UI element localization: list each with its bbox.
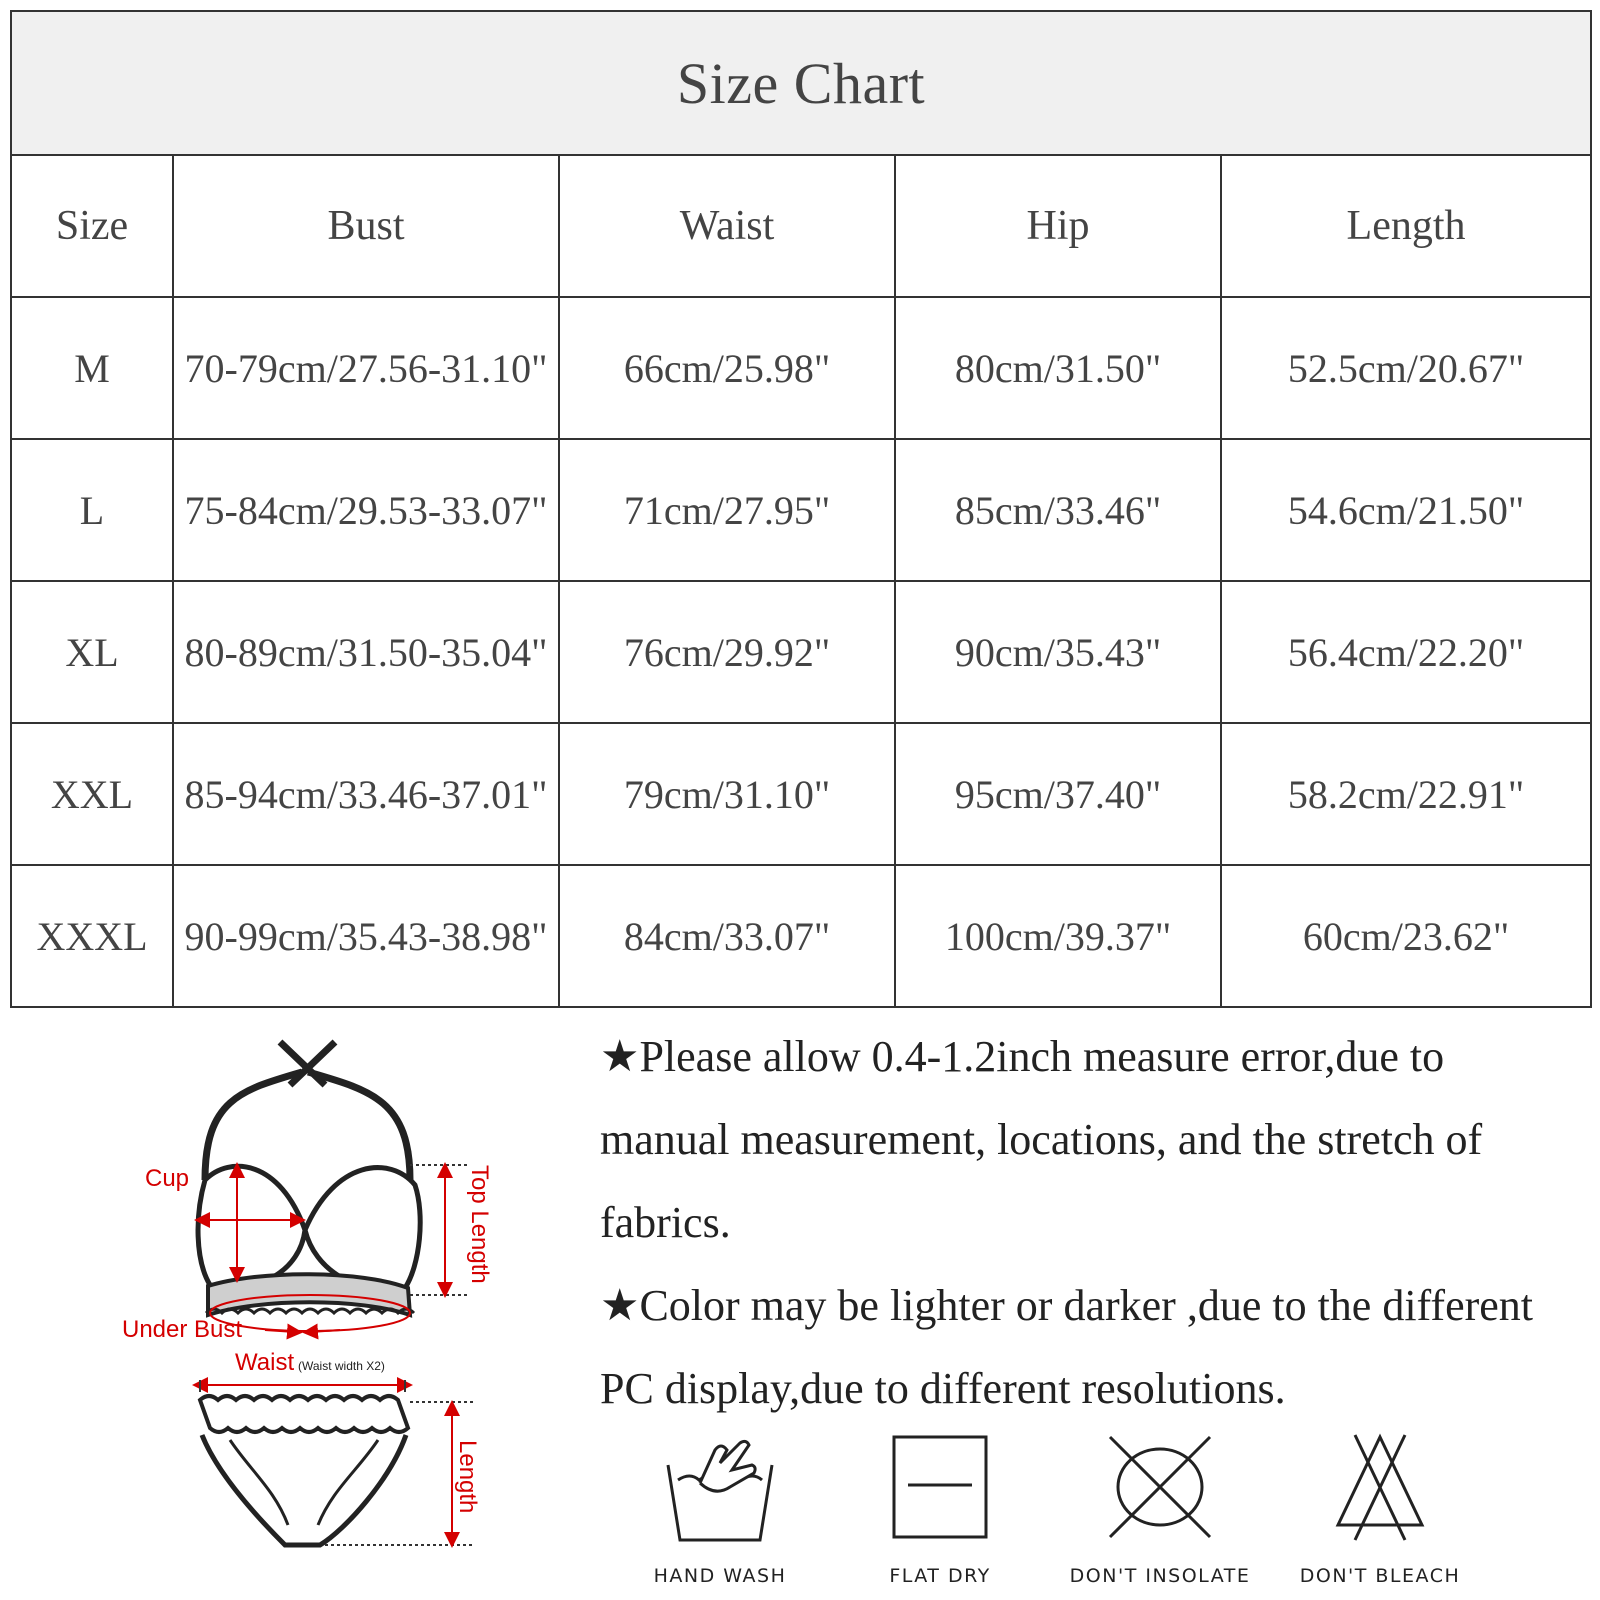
care-label: DON'T BLEACH bbox=[1299, 1565, 1461, 1587]
title-row bbox=[11, 11, 1591, 155]
dont-bleach-icon bbox=[1320, 1425, 1440, 1555]
table-cell: XXXL bbox=[11, 865, 173, 1007]
table-cell: 56.4cm/22.20" bbox=[1221, 581, 1591, 723]
table-cell: 80cm/31.50" bbox=[895, 297, 1221, 439]
column-header: Hip bbox=[895, 155, 1221, 297]
care-item-dont-insolate bbox=[1060, 1425, 1260, 1600]
flat-dry-icon bbox=[880, 1425, 1000, 1555]
under-bust-label: Under Bust bbox=[122, 1316, 243, 1343]
size-chart-table-wrap bbox=[10, 10, 1590, 1008]
table-cell: 95cm/37.40" bbox=[895, 723, 1221, 865]
column-header: Length bbox=[1221, 155, 1591, 297]
table-cell: 90-99cm/35.43-38.98" bbox=[173, 865, 559, 1007]
table-cell: M bbox=[11, 297, 173, 439]
table-cell: 100cm/39.37" bbox=[895, 865, 1221, 1007]
table-row bbox=[11, 865, 1591, 1007]
hand-wash-icon bbox=[660, 1425, 780, 1555]
top-length-label: Top Length bbox=[466, 1165, 493, 1284]
table-cell: 58.2cm/22.91" bbox=[1221, 723, 1591, 865]
care-item-flat-dry bbox=[840, 1425, 1040, 1600]
table-cell: 54.6cm/21.50" bbox=[1221, 439, 1591, 581]
bikini-diagram-icon bbox=[110, 1030, 530, 1590]
table-cell: 79cm/31.10" bbox=[559, 723, 895, 865]
table-cell: XL bbox=[11, 581, 173, 723]
table-cell: 52.5cm/20.67" bbox=[1221, 297, 1591, 439]
care-item-hand-wash bbox=[620, 1425, 820, 1600]
care-instructions bbox=[620, 1425, 1540, 1600]
table-cell: 80-89cm/31.50-35.04" bbox=[173, 581, 559, 723]
column-header: Waist bbox=[559, 155, 895, 297]
care-item-dont-bleach bbox=[1280, 1425, 1480, 1600]
table-cell: 85cm/33.46" bbox=[895, 439, 1221, 581]
table-row bbox=[11, 297, 1591, 439]
care-label: FLAT DRY bbox=[889, 1565, 991, 1587]
color-note: ★Color may be lighter or darker ,due to the different PC display,due to different resolutions. bbox=[600, 1281, 1534, 1413]
column-header: Size bbox=[11, 155, 173, 297]
table-cell: 71cm/27.95" bbox=[559, 439, 895, 581]
table-cell: 75-84cm/29.53-33.07" bbox=[173, 439, 559, 581]
table-cell: L bbox=[11, 439, 173, 581]
dont-tumble-dry-icon bbox=[1100, 1425, 1220, 1555]
table-cell: 84cm/33.07" bbox=[559, 865, 895, 1007]
cup-label: Cup bbox=[145, 1165, 190, 1192]
table-row bbox=[11, 581, 1591, 723]
table-cell: 66cm/25.98" bbox=[559, 297, 895, 439]
waist-note-label: (Waist width X2) bbox=[298, 1359, 385, 1373]
care-label: DON'T INSOLATE bbox=[1069, 1565, 1251, 1587]
measure-error-note: ★Please allow 0.4-1.2inch measure error,due to manual measurement, locations, and the stretch of fabrics. bbox=[600, 1032, 1483, 1247]
chart-title: Size Chart bbox=[11, 11, 1591, 155]
length-label: Length bbox=[454, 1440, 481, 1514]
table-row bbox=[11, 439, 1591, 581]
column-header: Bust bbox=[173, 155, 559, 297]
waist-label: Waist bbox=[235, 1349, 295, 1376]
table-cell: 60cm/23.62" bbox=[1221, 865, 1591, 1007]
table-cell: 70-79cm/27.56-31.10" bbox=[173, 297, 559, 439]
measurement-diagram bbox=[110, 1030, 530, 1590]
table-cell: 76cm/29.92" bbox=[559, 581, 895, 723]
notes-block bbox=[600, 1015, 1580, 1430]
size-chart-table bbox=[10, 10, 1592, 1008]
table-cell: XXL bbox=[11, 723, 173, 865]
table-cell: 85-94cm/33.46-37.01" bbox=[173, 723, 559, 865]
header-row bbox=[11, 155, 1591, 297]
table-cell: 90cm/35.43" bbox=[895, 581, 1221, 723]
care-label: HAND WASH bbox=[653, 1565, 787, 1587]
table-row bbox=[11, 723, 1591, 865]
